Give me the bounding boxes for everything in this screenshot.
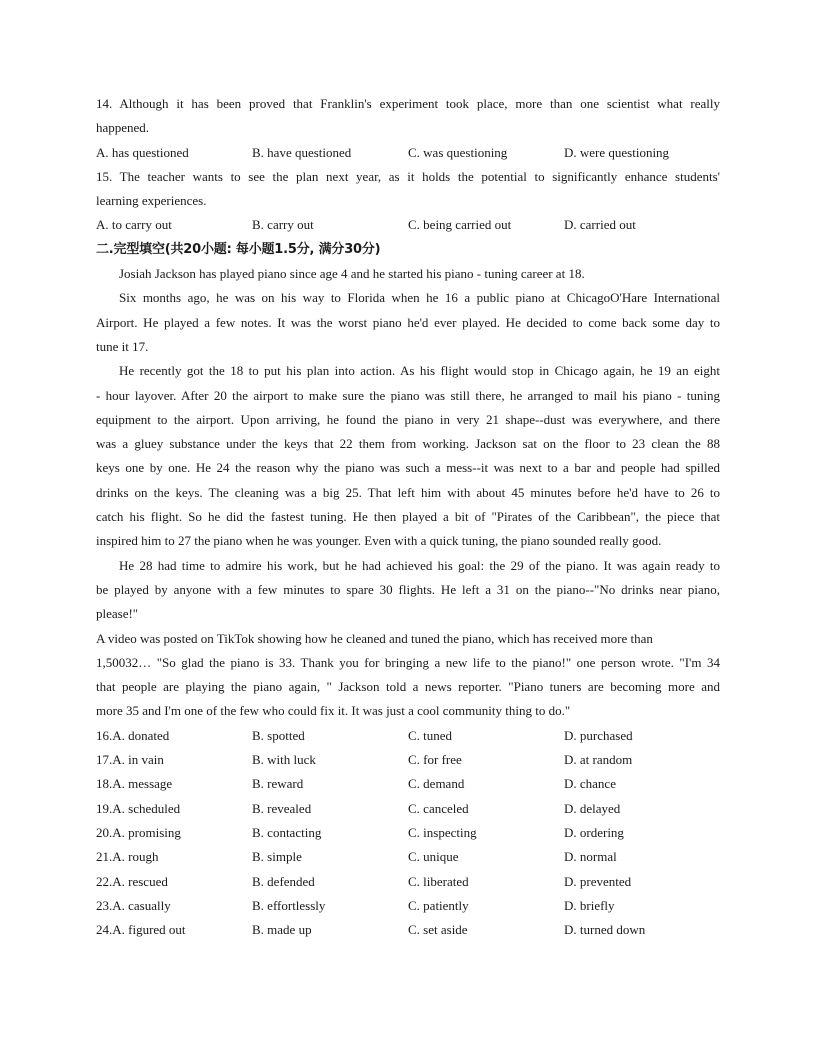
section-heading: 二.完型填空(共20小题: 每小题1.5分, 满分30分) — [96, 241, 381, 257]
option-a: A. to carry out — [96, 217, 172, 233]
passage-line: equipment to the airport. Upon arriving, he found the piano in very 21 shape--dust was everywhere, and there — [96, 411, 720, 427]
question-text: 14. Although it has been proved that Franklin's experiment took place, more than one scientist what really — [96, 96, 720, 111]
option-a: 16.A. donated — [96, 727, 170, 743]
option-a: 20.A. promising — [96, 824, 181, 840]
passage-line: Josiah Jackson has played piano since age 4 and he started his piano - tuning career at 18. — [119, 266, 585, 282]
option-b: B. simple — [252, 849, 302, 865]
passage-line: - hour layover. After 20 the airport to make sure the piano was still there, he arranged to mail his piano - tuning — [96, 387, 720, 403]
option-a: 22.A. rescued — [96, 873, 168, 889]
option-a: 23.A. casually — [96, 897, 171, 913]
option-row — [96, 213, 720, 237]
option-b: B. contacting — [252, 824, 322, 840]
option-c: C. patiently — [408, 897, 469, 913]
question-text: happened. — [96, 120, 150, 136]
choice-row-20 — [96, 821, 720, 845]
answer-choices — [96, 724, 720, 943]
choice-row-16 — [96, 724, 720, 748]
question-15 — [96, 165, 720, 238]
question-14 — [96, 92, 720, 165]
option-c: C. canceled — [408, 800, 469, 816]
passage-line: Six months ago, he was on his way to Florida when he 16 a public piano at ChicagoO'Hare International — [119, 290, 720, 306]
choice-row-21 — [96, 845, 720, 869]
option-d: D. at random — [564, 752, 633, 768]
passage-line: keys one by one. He 24 the reason why the piano was such a mess--it was next to a bar and people had spilled — [96, 460, 720, 476]
choice-row-24 — [96, 918, 720, 942]
option-c: C. set aside — [408, 922, 468, 938]
option-d: D. were questioning — [564, 144, 670, 160]
option-d: D. briefly — [564, 897, 615, 913]
choice-row-23 — [96, 894, 720, 918]
option-d: D. normal — [564, 849, 617, 865]
option-d: D. chance — [564, 776, 616, 792]
option-a: 24.A. figured out — [96, 922, 186, 938]
passage-line: was a gluey substance under the keys that 22 them from working. Jackson sat on the floor to 23 clean the 88 — [96, 436, 720, 452]
passage-line: 1,50032… "So glad the piano is 33. Thank you for bringing a new life to the piano!" one person wrote. "I'm 34 — [96, 654, 720, 670]
option-c: C. demand — [408, 776, 465, 792]
option-c: C. was questioning — [408, 144, 508, 160]
option-b: B. reward — [252, 776, 304, 792]
option-c: C. tuned — [408, 727, 453, 743]
option-a: A. has questioned — [96, 144, 189, 160]
choice-row-17 — [96, 748, 720, 772]
option-a: 17.A. in vain — [96, 752, 164, 768]
option-d: D. delayed — [564, 800, 621, 816]
choice-row-19 — [96, 797, 720, 821]
option-b: B. with luck — [252, 752, 316, 768]
option-c: C. inspecting — [408, 824, 477, 840]
passage-line: He recently got the 18 to put his plan into action. As his flight would stop in Chicago again, he 19 an eight — [119, 363, 720, 379]
option-d: D. carried out — [564, 217, 636, 233]
passage-line: more 35 and I'm one of the few who could fix it. It was just a cool community thing to do." — [96, 703, 571, 719]
option-d: D. prevented — [564, 873, 632, 889]
option-b: B. effortlessly — [252, 897, 326, 913]
option-row — [96, 141, 720, 165]
question-text: learning experiences. — [96, 193, 207, 209]
option-c: C. liberated — [408, 873, 469, 889]
option-c: C. being carried out — [408, 217, 512, 233]
choice-row-22 — [96, 870, 720, 894]
passage-line: that people are playing the piano again, " Jackson told a news reporter. "Piano tuners are becoming more and — [96, 679, 720, 695]
passage-line: be played by anyone with a few minutes to spare 30 flights. He left a 31 on the piano--"No drinks near piano, — [96, 581, 720, 597]
exam-page — [96, 92, 720, 942]
option-a: 18.A. message — [96, 776, 173, 792]
option-d: D. purchased — [564, 727, 633, 743]
question-text: 15. The teacher wants to see the plan next year, as it holds the potential to significantly enhance students' — [96, 168, 720, 184]
option-a: 21.A. rough — [96, 849, 159, 865]
option-c: C. for free — [408, 752, 462, 768]
passage-line: tune it 17. — [96, 338, 149, 354]
option-b: B. have questioned — [252, 144, 352, 160]
choice-row-18 — [96, 772, 720, 796]
option-d: D. turned down — [564, 922, 646, 938]
option-b: B. made up — [252, 922, 312, 938]
option-c: C. unique — [408, 849, 459, 865]
passage-line: drinks on the keys. The cleaning was a big 25. That left him with about 45 minutes before he'd have to 26 to — [96, 484, 720, 500]
passage-line: catch his flight. So he did the fastest tuning. He then played a bit of "Pirates of the Caribbean", the piece that — [96, 509, 720, 525]
passage-line: Airport. He played a few notes. It was the worst piano he'd ever played. He decided to come back some day to — [96, 314, 720, 330]
option-d: D. ordering — [564, 824, 624, 840]
option-a: 19.A. scheduled — [96, 800, 181, 816]
passage-line: He 28 had time to admire his work, but he had achieved his goal: the 29 of the piano. It was again ready to — [119, 557, 720, 573]
passage-line: please!" — [96, 606, 139, 622]
option-b: B. revealed — [252, 800, 312, 816]
option-b: B. defended — [252, 873, 315, 889]
option-b: B. carry out — [252, 217, 314, 233]
option-b: B. spotted — [252, 727, 305, 743]
passage-line: A video was posted on TikTok showing how he cleaned and tuned the piano, which has received more than — [96, 630, 653, 646]
passage-line: inspired him to 27 the piano when he was younger. Even with a quick tuning, the piano sounded really good. — [96, 533, 662, 549]
cloze-passage — [96, 262, 720, 724]
